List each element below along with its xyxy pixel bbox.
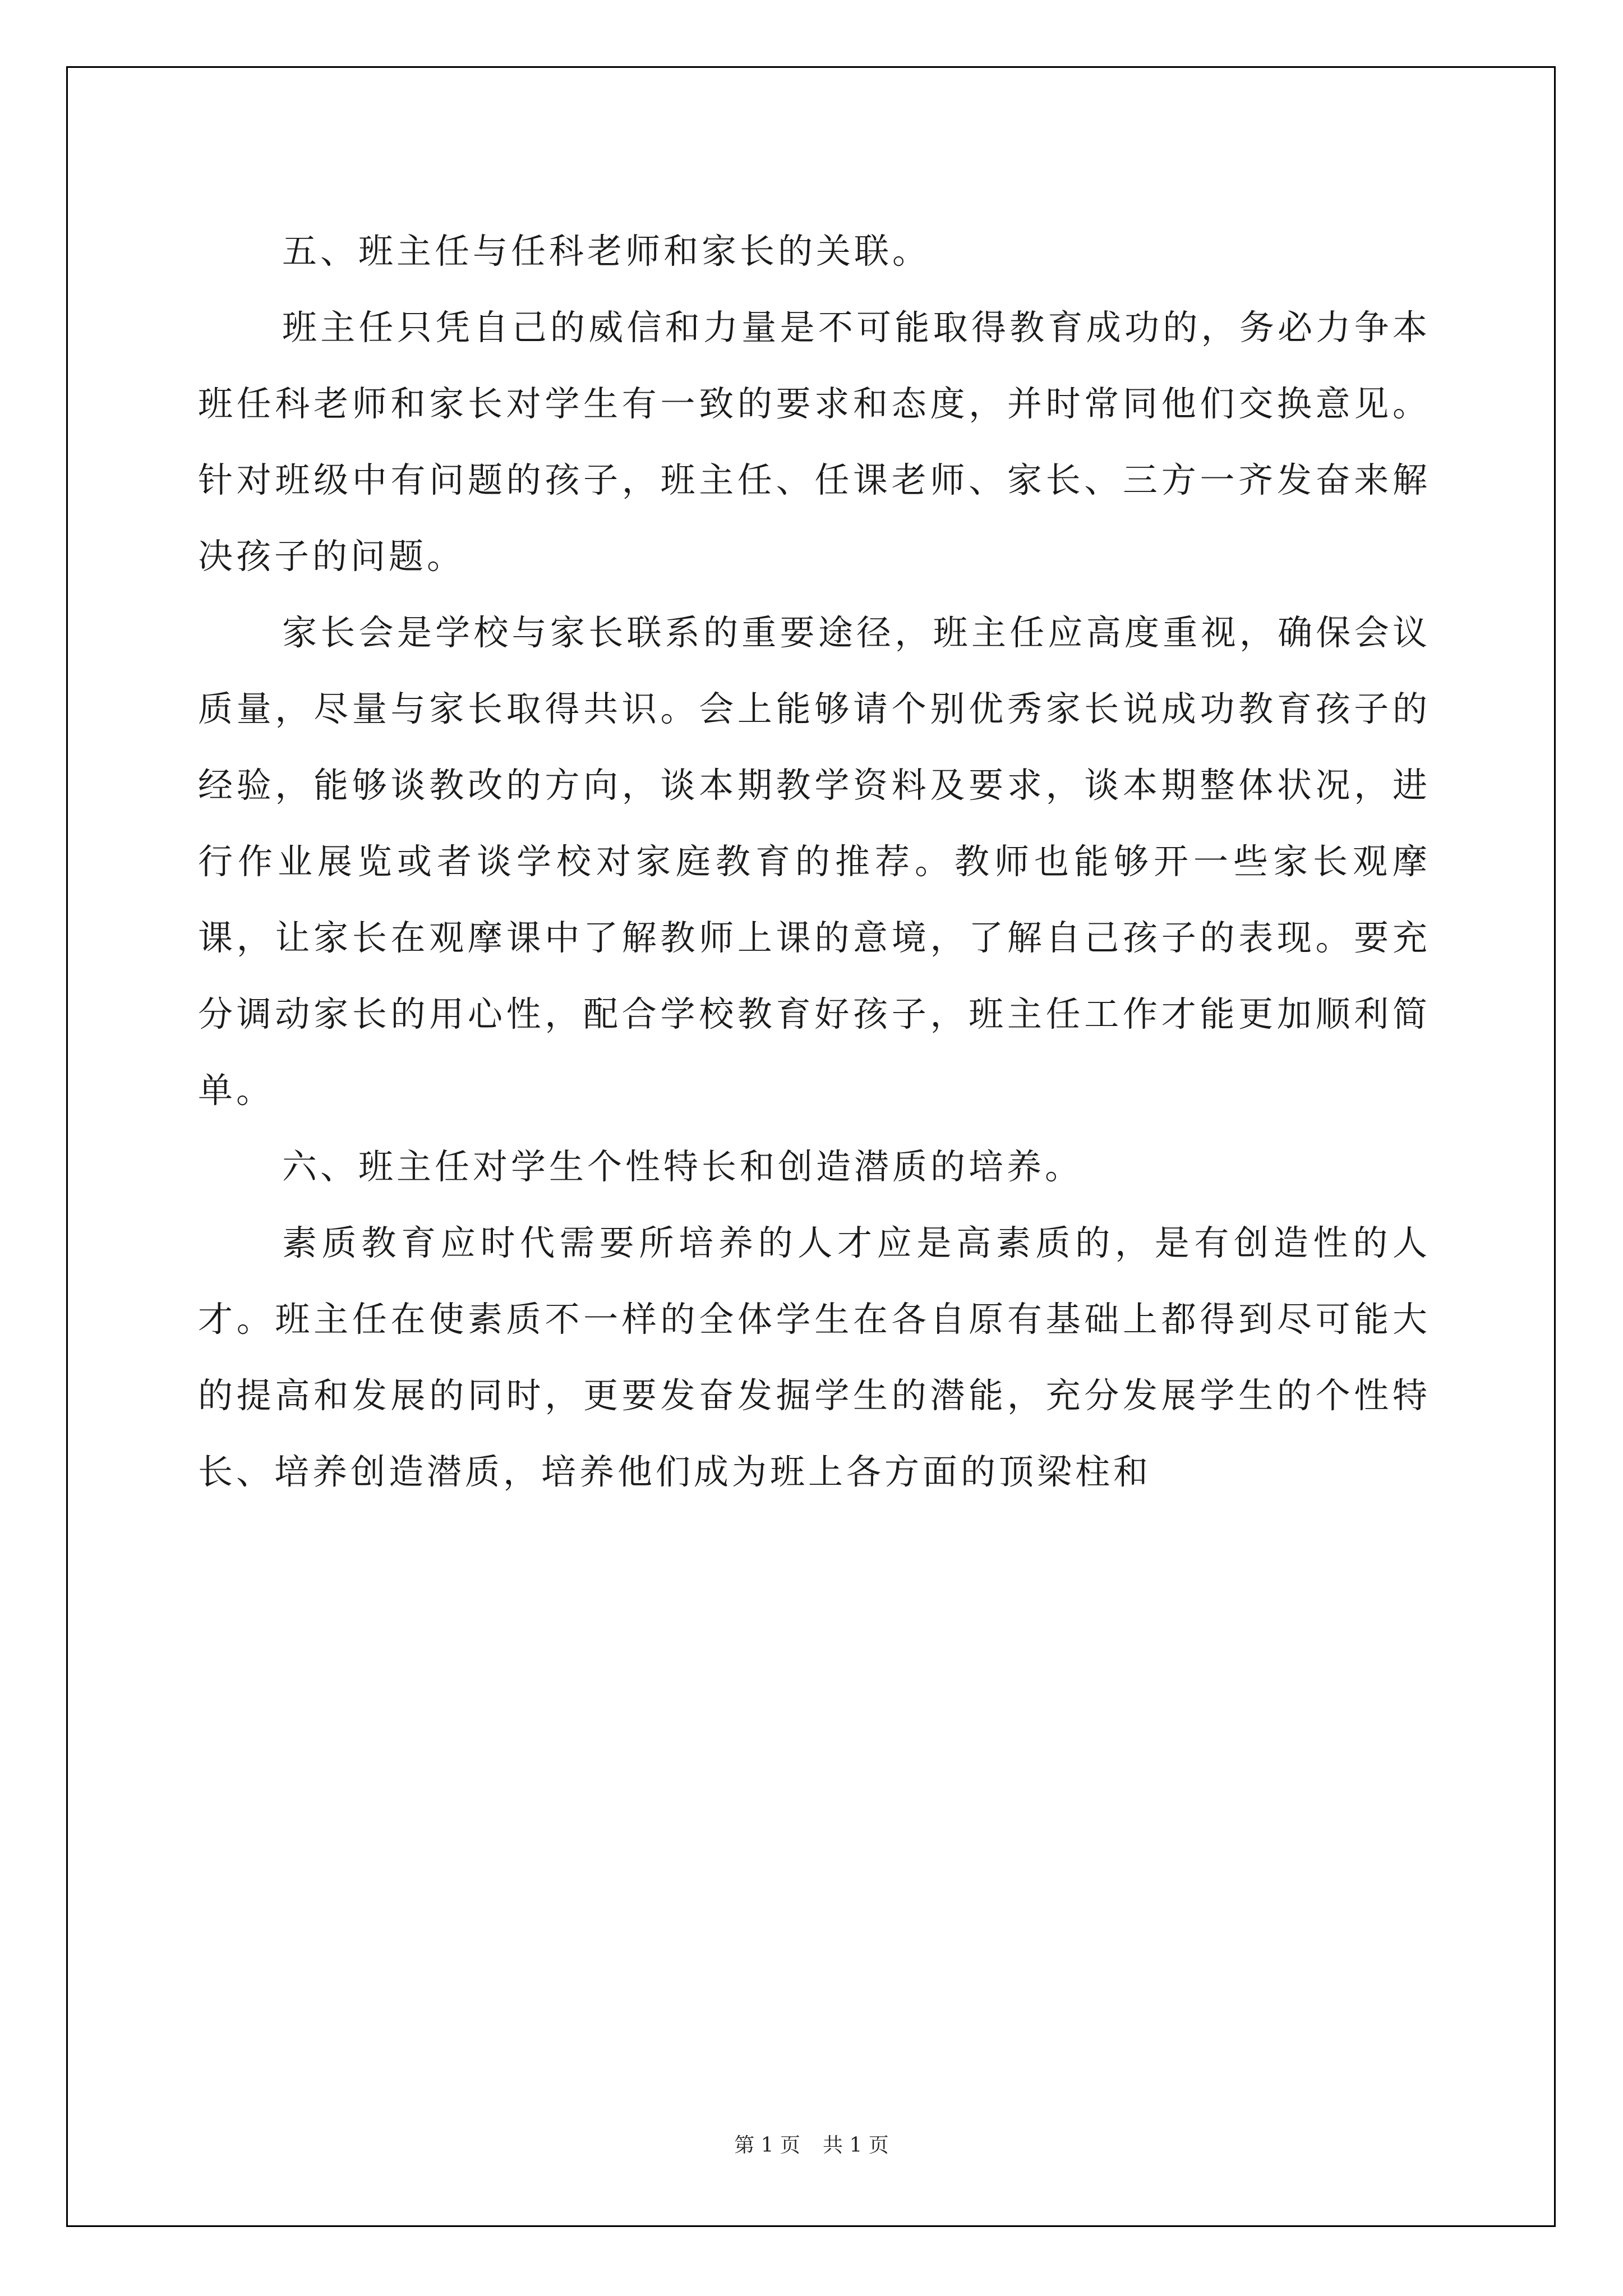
body-paragraph: 素质教育应时代需要所培养的人才应是高素质的，是有创造性的人才。班主任在使素质不一样的全体学生在各自原有基础上都得到尽可能大的提高和发展的同时，更要发奋发掘学生的潜能，充分发展学生的个性特长、培养创造潜质，培养他们成为班上各方面的顶梁柱和 bbox=[198, 1222, 1431, 1492]
page-total: 共 1 页 bbox=[823, 2134, 889, 2157]
document-body bbox=[198, 213, 1431, 1510]
body-paragraph: 班主任只凭自己的威信和力量是不可能取得教育成功的，务必力争本班任科老师和家长对学生有一致的要求和态度，并时常同他们交换意见。针对班级中有问题的孩子，班主任、任课老师、家长、三方一齐发奋来解决孩子的问题。 bbox=[198, 307, 1431, 577]
page-number: 第 1 页 bbox=[734, 2134, 800, 2157]
section-heading-5: 五、班主任与任科老师和家长的关联。 bbox=[282, 231, 931, 272]
section-heading-6: 六、班主任对学生个性特长和创造潜质的培养。 bbox=[282, 1146, 1083, 1187]
page-footer bbox=[0, 2129, 1623, 2158]
body-paragraph: 家长会是学校与家长联系的重要途径，班主任应高度重视，确保会议质量，尽量与家长取得共识。会上能够请个别优秀家长说成功教育孩子的经验，能够谈教改的方向，谈本期教学资料及要求，谈本期整体状况，进行作业展览或者谈学校对家庭教育的推荐。教师也能够开一些家长观摩课，让家长在观摩课中了解教师上课的意境，了解自己孩子的表现。要充分调动家长的用心性，配合学校教育好孩子，班主任工作才能更加顺利简单。 bbox=[198, 612, 1431, 1111]
